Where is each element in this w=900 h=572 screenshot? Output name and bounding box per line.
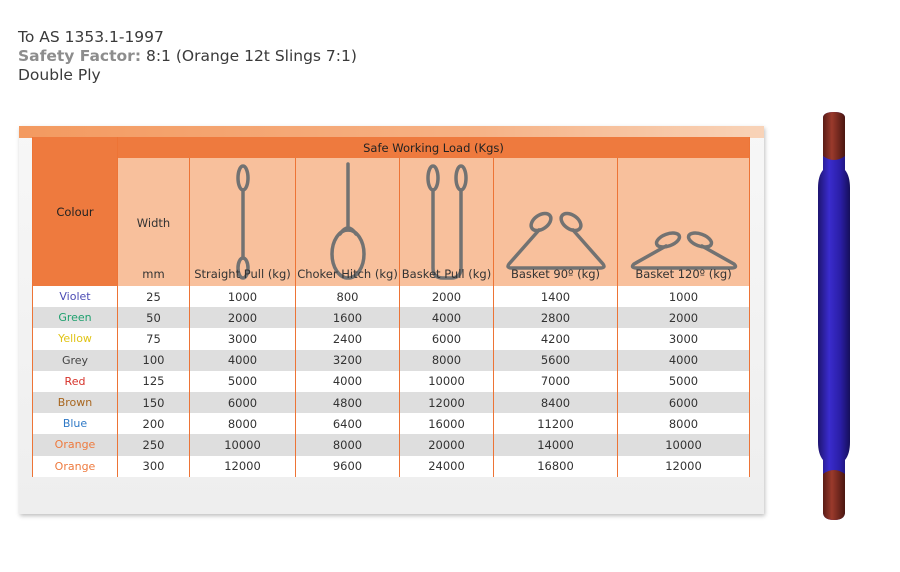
table-row: [33, 392, 750, 413]
swl-cell: 7000: [494, 371, 618, 392]
table-row: [33, 434, 750, 455]
swl-cell: 16800: [494, 456, 618, 477]
colour-cell: Violet: [33, 286, 118, 307]
swl-cell: 6000: [400, 328, 494, 349]
swl-cell: 14000: [494, 434, 618, 455]
swl-cell: 2000: [618, 307, 750, 328]
swl-cell: 8000: [400, 350, 494, 371]
table-row: [33, 456, 750, 477]
swl-cell: 8400: [494, 392, 618, 413]
swl-cell: 3200: [296, 350, 400, 371]
swl-cell: 8000: [190, 413, 296, 434]
swl-cell: 5600: [494, 350, 618, 371]
width-cell: 200: [118, 413, 190, 434]
swl-cell: 9600: [296, 456, 400, 477]
table-row: [33, 371, 750, 392]
swl-cell: 6400: [296, 413, 400, 434]
swl-cell: 5000: [190, 371, 296, 392]
swl-cell: 1000: [618, 286, 750, 307]
swl-cell: 4800: [296, 392, 400, 413]
swl-cell: 1600: [296, 307, 400, 328]
swl-cell: 12000: [618, 456, 750, 477]
swl-cell: 12000: [400, 392, 494, 413]
swl-cell: 4000: [296, 371, 400, 392]
col-header-straight-pull: [190, 158, 296, 286]
swl-cell: 2000: [400, 286, 494, 307]
width-cell: 75: [118, 328, 190, 349]
width-cell: 250: [118, 434, 190, 455]
swl-cell: 6000: [190, 392, 296, 413]
swl-cell: 4000: [190, 350, 296, 371]
col-header-basket-pull: [400, 158, 494, 286]
swl-table-card: [19, 126, 764, 514]
standard-text: To AS 1353.1-1997: [18, 28, 164, 46]
safety-factor-value: 8:1 (Orange 12t Slings 7:1): [145, 47, 357, 65]
safety-factor-label: Safety Factor:: [18, 47, 142, 65]
colour-cell: Blue: [33, 413, 118, 434]
swl-cell: 10000: [618, 434, 750, 455]
safety-factor-line: [18, 47, 357, 66]
colour-cell: Orange: [33, 456, 118, 477]
basket-90-icon: [501, 160, 611, 284]
swl-cell: 3000: [618, 328, 750, 349]
colour-cell: Green: [33, 307, 118, 328]
width-unit: mm: [142, 267, 165, 281]
colour-cell: Grey: [33, 350, 118, 371]
width-cell: 125: [118, 371, 190, 392]
swl-cell: 3000: [190, 328, 296, 349]
colour-cell: Orange: [33, 434, 118, 455]
colour-header: Colour: [33, 137, 118, 286]
width-cell: 150: [118, 392, 190, 413]
width-header-label: Width: [136, 216, 171, 230]
basket-120-icon: [626, 160, 742, 284]
swl-table: [32, 137, 750, 477]
table-row: [33, 413, 750, 434]
width-cell: 25: [118, 286, 190, 307]
swl-cell: 1000: [190, 286, 296, 307]
sling-icon: [814, 108, 854, 524]
width-cell: 50: [118, 307, 190, 328]
colour-cell: Red: [33, 371, 118, 392]
swl-cell: 4200: [494, 328, 618, 349]
col-header-basket-90: [494, 158, 618, 286]
swl-cell: 4000: [400, 307, 494, 328]
swl-cell: 2000: [190, 307, 296, 328]
basket-pull-icon: [424, 160, 470, 284]
swl-cell: 1400: [494, 286, 618, 307]
table-row: [33, 328, 750, 349]
col-header-choker-hitch: [296, 158, 400, 286]
header: [18, 28, 357, 85]
swl-cell: 800: [296, 286, 400, 307]
swl-cell: 2800: [494, 307, 618, 328]
swl-cell: 10000: [190, 434, 296, 455]
choker-hitch-icon: [326, 160, 370, 284]
col-label: Basket Pull (kg): [401, 267, 492, 281]
colour-cell: Yellow: [33, 328, 118, 349]
swl-table-body: [33, 286, 750, 477]
swl-cell: 20000: [400, 434, 494, 455]
width-cell: 300: [118, 456, 190, 477]
col-label: Choker Hitch (kg): [297, 267, 398, 281]
col-label: Basket 120º (kg): [635, 267, 732, 281]
table-row: [33, 307, 750, 328]
swl-cell: 4000: [618, 350, 750, 371]
swl-cell: 5000: [618, 371, 750, 392]
swl-cell: 8000: [618, 413, 750, 434]
col-label: Basket 90º (kg): [510, 267, 601, 281]
ply-text: Double Ply: [18, 66, 101, 84]
width-cell: 100: [118, 350, 190, 371]
swl-cell: 16000: [400, 413, 494, 434]
table-row: [33, 286, 750, 307]
col-header-basket-120: [618, 158, 750, 286]
swl-cell: 10000: [400, 371, 494, 392]
swl-cell: 24000: [400, 456, 494, 477]
swl-cell: 12000: [190, 456, 296, 477]
swl-cell: 6000: [618, 392, 750, 413]
table-row: [33, 350, 750, 371]
straight-pull-icon: [231, 160, 255, 284]
swl-cell: 11200: [494, 413, 618, 434]
width-header: [118, 158, 190, 286]
col-label: Straight Pull (kg): [194, 267, 291, 281]
colour-cell: Brown: [33, 392, 118, 413]
swl-cell: 8000: [296, 434, 400, 455]
swl-header: Safe Working Load (Kgs): [118, 137, 750, 158]
swl-cell: 2400: [296, 328, 400, 349]
